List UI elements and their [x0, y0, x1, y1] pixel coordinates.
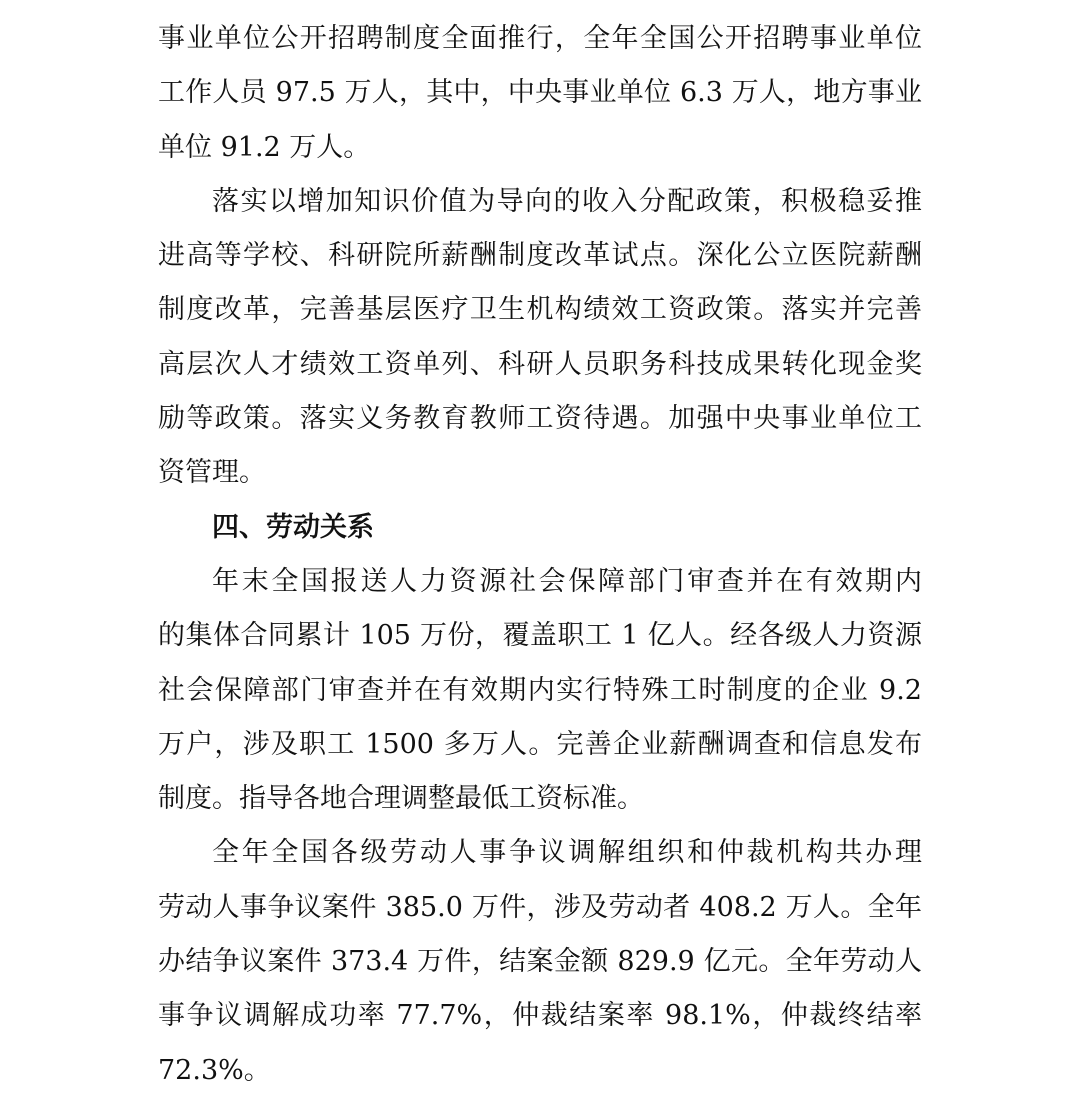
text-line: 事业单位公开招聘制度全面推行，全年全国公开招聘事业单位 [158, 23, 922, 54]
text-line: 社会保障部门审查并在有效期内实行特殊工时制度的企业 9.2 [158, 674, 922, 706]
text-line: 进高等学校、科研院所薪酬制度改革试点。深化公立医院薪酬 [158, 240, 922, 272]
text-line: 制度改革，完善基层医疗卫生机构绩效工资政策。落实并完善 [158, 294, 922, 326]
text-line: 劳动人事争议案件 385.0 万件，涉及劳动者 408.2 万人。全年 [158, 891, 922, 923]
text-line: 全年全国各级劳动人事争议调解组织和仲裁机构共办理 [212, 837, 922, 869]
paragraph-public-recruitment [158, 12, 922, 175]
section-heading: 四、劳动关系 [212, 511, 374, 543]
text-line: 资管理。 [158, 457, 266, 489]
text-line: 工作人员 97.5 万人，其中，中央事业单位 6.3 万人，地方事业 [158, 77, 922, 109]
text-line: 励等政策。落实义务教育教师工资待遇。加强中央事业单位工 [158, 403, 922, 435]
paragraph-collective-contracts [158, 555, 922, 826]
text-line: 万户，涉及职工 1500 多万人。完善企业薪酬调查和信息发布 [158, 728, 922, 760]
text-line: 单位 91.2 万人。 [158, 131, 371, 163]
text-line: 事争议调解成功率 77.7%，仲裁结案率 98.1%，仲裁终结率 [158, 1000, 922, 1032]
text-line: 落实以增加知识价值为导向的收入分配政策，积极稳妥推 [212, 185, 922, 217]
text-line: 高层次人才绩效工资单列、科研人员职务科技成果转化现金奖 [158, 348, 922, 380]
text-line: 年末全国报送人力资源社会保障部门审查并在有效期内 [212, 565, 922, 597]
paragraph-labor-disputes [158, 826, 922, 1097]
text-line: 72.3%。 [158, 1054, 271, 1086]
paragraph-income-distribution [158, 175, 922, 501]
document-page [158, 12, 922, 1098]
text-line: 办结争议案件 373.4 万件，结案金额 829.9 亿元。全年劳动人 [158, 946, 922, 978]
text-line: 的集体合同累计 105 万份，覆盖职工 1 亿人。经各级人力资源 [158, 620, 922, 652]
text-line: 制度。指导各地合理调整最低工资标准。 [158, 783, 644, 815]
